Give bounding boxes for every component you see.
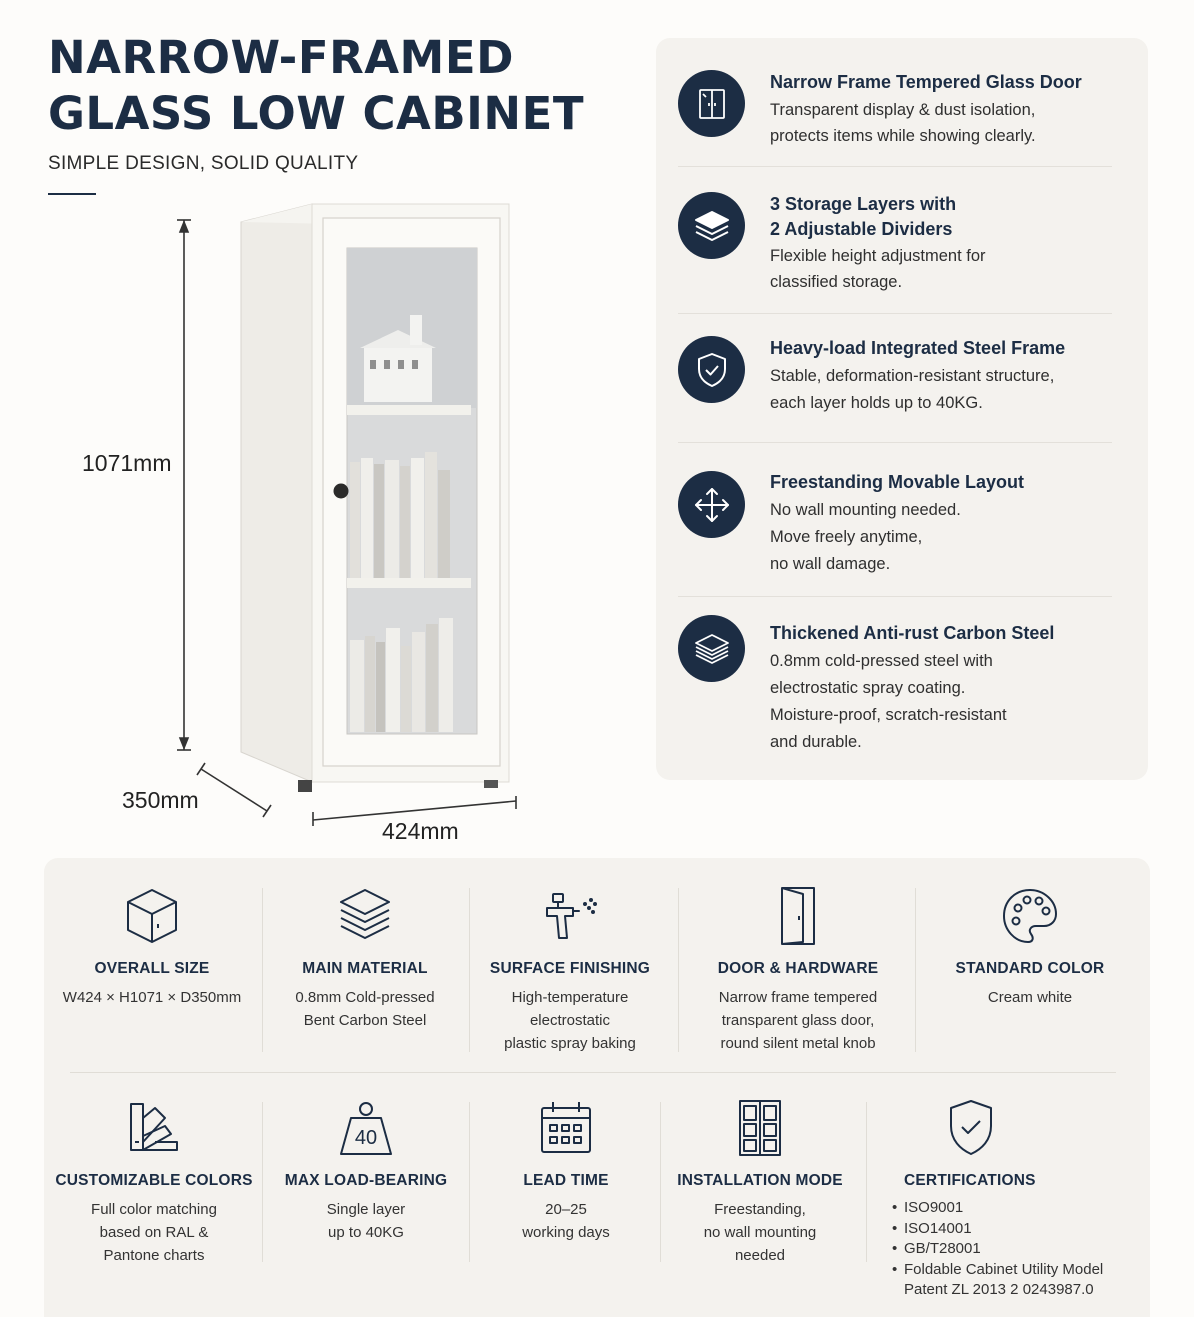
- spec-value-line: needed: [734, 1247, 786, 1264]
- spec-value-line: no wall mounting: [703, 1224, 817, 1241]
- spec-title: CUSTOMIZABLE COLORS: [55, 1172, 253, 1189]
- spec-value-line: based on RAL &: [99, 1224, 209, 1241]
- feature-title-line: 2 Adjustable Dividers: [770, 219, 953, 239]
- depth-label: 350mm: [122, 787, 199, 813]
- spec-surface-finishing: [470, 884, 670, 1055]
- width-label: 424mm: [382, 818, 459, 844]
- depth-dimension-line: [197, 763, 271, 817]
- spec-door-hardware: [680, 886, 916, 1055]
- spec-title: CERTIFICATIONS: [904, 1172, 1036, 1189]
- spec-divider: [915, 888, 916, 1052]
- spec-certifications: [890, 1098, 1134, 1301]
- spray-gun-icon: [539, 884, 601, 946]
- spec-value-line: Bent Carbon Steel: [303, 1012, 427, 1029]
- spec-divider: [678, 888, 679, 1052]
- spec-max-load: [266, 1098, 466, 1244]
- certification-item: • GB/T28001: [892, 1239, 1134, 1260]
- spec-value-line: transparent glass door,: [721, 1012, 875, 1029]
- calendar-icon: [537, 1098, 595, 1158]
- feature-divider: [678, 442, 1112, 443]
- feature-title: Thickened Anti-rust Carbon Steel: [770, 623, 1055, 643]
- steel-sheets-icon: [678, 615, 745, 682]
- glass-door-icon: [678, 70, 745, 137]
- title-line-1: NARROW-FRAMED: [48, 31, 514, 84]
- spec-title: MAIN MATERIAL: [302, 960, 428, 977]
- feature-desc-line: no wall damage.: [770, 555, 891, 573]
- spec-value-line: Narrow frame tempered: [718, 989, 878, 1006]
- spec-value-line: Cream white: [987, 989, 1073, 1006]
- spec-value-line: electrostatic: [529, 1012, 611, 1029]
- feature-desc-line: Flexible height adjustment for: [770, 247, 986, 265]
- feature-divider: [678, 166, 1112, 167]
- shield-check-icon: [678, 336, 745, 403]
- feature-title: Heavy-load Integrated Steel Frame: [770, 338, 1066, 358]
- certification-item: • Foldable Cabinet Utility Model: [892, 1260, 1134, 1281]
- spec-title: SURFACE FINISHING: [489, 960, 651, 977]
- layers-icon: [678, 192, 745, 259]
- feature-divider: [678, 596, 1112, 597]
- cabinet-body: [241, 204, 509, 792]
- spec-installation-mode: [662, 1098, 858, 1267]
- feature-desc-line: and durable.: [770, 733, 862, 751]
- color-swatch-icon: [125, 1098, 183, 1158]
- feature-desc-line: Transparent display & dust isolation,: [770, 101, 1036, 119]
- spec-value-line: plastic spray baking: [504, 1035, 636, 1052]
- feature-desc-line: classified storage.: [770, 273, 903, 291]
- spec-divider: [262, 1102, 263, 1262]
- feature-desc-line: 0.8mm cold-pressed steel with: [770, 652, 993, 670]
- certification-item: • ISO9001: [892, 1198, 1134, 1219]
- certification-list: [892, 1198, 1134, 1301]
- feature-description: [770, 243, 1120, 295]
- spec-value-line: High-temperature: [511, 989, 629, 1006]
- height-label: 1071mm: [82, 450, 172, 476]
- cabinet-grid-icon: [735, 1098, 785, 1158]
- cube-icon: [123, 886, 181, 946]
- spec-customizable-colors: [52, 1098, 256, 1267]
- feature-title: Narrow Frame Tempered Glass Door: [770, 72, 1082, 92]
- spec-divider: [262, 888, 263, 1052]
- spec-value-line: Full color matching: [91, 1201, 217, 1218]
- spec-value: [680, 986, 916, 1055]
- feature-title-line: 3 Storage Layers with: [770, 194, 957, 214]
- certification-item: • ISO14001: [892, 1219, 1134, 1240]
- feature-desc-line: each layer holds up to 40KG.: [770, 394, 983, 412]
- weight-value: 40: [354, 1127, 378, 1149]
- spec-title: LEAD TIME: [523, 1172, 609, 1189]
- spec-value: [924, 986, 1136, 1009]
- spec-value: [266, 1198, 466, 1244]
- spec-main-material: [264, 886, 466, 1032]
- spec-value: [264, 986, 466, 1032]
- feature-desc-line: Moisture-proof, scratch-resistant: [770, 706, 1007, 724]
- spec-value: [662, 1198, 858, 1267]
- spec-title: DOOR & HARDWARE: [717, 960, 879, 977]
- spec-title: MAX LOAD-BEARING: [284, 1172, 448, 1189]
- title-line-2: GLASS LOW CABINET: [48, 87, 585, 140]
- spec-divider: [866, 1102, 867, 1262]
- feature-panel: [656, 38, 1148, 780]
- weight-icon: [337, 1098, 395, 1158]
- shield-check-icon: [946, 1098, 996, 1158]
- spec-value-line: Pantone charts: [103, 1247, 205, 1264]
- spec-value-line: Freestanding,: [714, 1201, 806, 1218]
- spec-value-line: 0.8mm Cold-pressed: [295, 989, 435, 1006]
- feature-desc-line: Stable, deformation-resistant structure,: [770, 367, 1055, 385]
- feature-divider: [678, 313, 1112, 314]
- certification-item-continued: Patent ZL 2013 2 0243987.0: [904, 1281, 1094, 1298]
- feature-desc-line: Move freely anytime,: [770, 528, 923, 546]
- feature-title: [770, 192, 1120, 242]
- feature-description: [770, 648, 1120, 756]
- spec-value: [470, 986, 670, 1055]
- spec-value-line: W424 × H1071 × D350mm: [62, 989, 242, 1006]
- feature-description: [770, 363, 1120, 417]
- spec-title: INSTALLATION MODE: [677, 1172, 843, 1189]
- spec-value: [52, 1198, 256, 1267]
- palette-icon: [1000, 886, 1060, 946]
- spec-value-line: working days: [522, 1224, 610, 1241]
- spec-value: [470, 1198, 662, 1244]
- layers-icon: [336, 886, 394, 946]
- specs-row-divider: [70, 1072, 1116, 1073]
- spec-standard-color: [924, 886, 1136, 1009]
- feature-description: [770, 97, 1120, 149]
- spec-value-line: up to 40KG: [328, 1224, 404, 1241]
- height-dimension-line: [177, 220, 191, 750]
- spec-value-line: Single layer: [326, 1201, 406, 1218]
- spec-title: STANDARD COLOR: [955, 960, 1105, 977]
- spec-value: [50, 986, 254, 1009]
- subtitle: SIMPLE DESIGN, SOLID QUALITY: [48, 153, 359, 174]
- specs-panel: [44, 858, 1150, 1317]
- spec-divider: [660, 1102, 661, 1262]
- feature-desc-line: protects items while showing clearly.: [770, 127, 1036, 145]
- door-icon: [773, 886, 823, 946]
- move-arrows-icon: [678, 471, 745, 538]
- feature-desc-line: electrostatic spray coating.: [770, 679, 966, 697]
- spec-value-line: round silent metal knob: [720, 1035, 876, 1052]
- spec-overall-size: [50, 886, 254, 1009]
- spec-title: OVERALL SIZE: [94, 960, 210, 977]
- spec-lead-time: [470, 1098, 662, 1244]
- spec-value-line: 20–25: [545, 1201, 587, 1218]
- feature-desc-line: No wall mounting needed.: [770, 501, 961, 519]
- feature-title: Freestanding Movable Layout: [770, 472, 1025, 492]
- cabinet-illustration: [0, 200, 640, 850]
- subtitle-divider: [48, 193, 96, 195]
- page-title: [48, 30, 584, 142]
- feature-description: [770, 497, 1120, 578]
